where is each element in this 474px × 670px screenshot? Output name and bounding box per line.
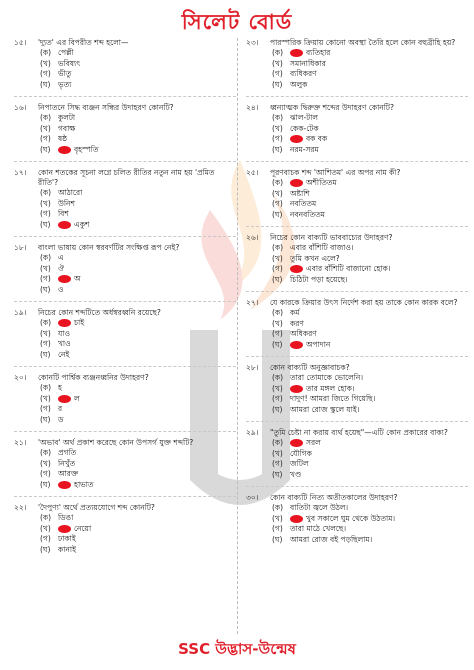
question-item: [14, 308, 236, 360]
option-text: ডিঙা: [58, 513, 74, 522]
option-label: (খ): [272, 58, 283, 68]
answer-option[interactable]: [14, 80, 236, 91]
option-label: (ক): [40, 188, 52, 197]
option-label: (ঘ): [40, 284, 51, 294]
question-number: ১৫।: [14, 38, 27, 47]
answer-option[interactable]: [246, 189, 468, 200]
question-separator: [14, 236, 236, 237]
answer-option[interactable]: [14, 513, 236, 524]
answer-option[interactable]: [14, 339, 236, 350]
answer-option[interactable]: [14, 383, 236, 394]
option-label: (খ): [272, 318, 283, 328]
question-header: [246, 363, 468, 373]
question-header: [14, 38, 236, 48]
question-number: ২৮।: [246, 363, 259, 372]
option-label: (গ): [272, 524, 283, 533]
answer-option[interactable]: [14, 69, 236, 80]
option-text: ঔ: [58, 263, 65, 273]
answer-option[interactable]: [246, 524, 468, 535]
answer-option[interactable]: [14, 48, 236, 59]
answer-option[interactable]: [246, 178, 468, 189]
answer-option[interactable]: [14, 318, 236, 329]
question-separator: [246, 96, 468, 97]
question-header: [14, 243, 236, 253]
option-label: (গ): [40, 134, 51, 143]
answer-option[interactable]: [246, 514, 468, 525]
option-text: অলুক: [290, 79, 308, 89]
option-label: (ক): [40, 113, 52, 122]
option-label: (গ): [272, 329, 283, 338]
answer-option[interactable]: [14, 59, 236, 70]
question-separator: [246, 161, 468, 162]
question-separator: [246, 486, 468, 487]
question-text: কোন শতকের সূচনা লগ্নে চলিত রীতির নতুন নাম হয় 'প্রমিত রীতি'?: [38, 168, 215, 187]
question-text: নিচের কোন বাক্যটি ভাববাচ্যের উদাহরণ?: [270, 233, 393, 242]
answer-option[interactable]: [246, 275, 468, 286]
answer-option[interactable]: [14, 253, 236, 264]
answer-bubble-icon: [58, 395, 71, 403]
option-label: (খ): [40, 328, 51, 338]
option-label: (ক): [40, 253, 52, 262]
option-label: (ক): [272, 178, 284, 187]
option-text: ব্যতিহার: [306, 48, 331, 57]
option-text: তার মঙ্গল হোক।: [306, 383, 355, 393]
option-text: খাও: [58, 339, 71, 348]
option-label: (খ): [272, 383, 283, 393]
answer-option[interactable]: [14, 264, 236, 275]
answer-bubble-icon: [58, 481, 71, 489]
option-text: কেক-টেক: [290, 123, 319, 133]
question-header: [14, 168, 236, 188]
question-text: কোনটি পার্শ্বিক ব্যঞ্জনধ্বনির উদাহরণ?: [38, 373, 149, 382]
option-text: বৃহস্পতি: [74, 144, 99, 154]
answer-bubble-icon: [58, 275, 71, 283]
option-label: (খ): [272, 253, 283, 263]
answer-option[interactable]: [246, 59, 468, 70]
option-label: (গ): [40, 469, 51, 478]
question-separator: [246, 421, 468, 422]
option-text: নবনবতিতম: [290, 209, 325, 219]
option-text: যৌগিক: [290, 448, 312, 458]
option-label: (গ): [272, 394, 283, 403]
question-header: [14, 308, 236, 318]
option-text: আমরা রোজ বই পড়ছিলাম।: [290, 534, 373, 544]
answer-option[interactable]: [246, 340, 468, 351]
option-text: এবার বাঁশিটি বাজাও।: [290, 243, 354, 252]
question-item: [246, 298, 468, 350]
option-text: আঠারো: [58, 188, 83, 197]
option-label: (খ): [272, 513, 283, 523]
question-number: ১৯।: [14, 308, 27, 317]
answer-option[interactable]: [246, 113, 468, 124]
question-header: [246, 103, 468, 113]
option-text: তারা মাঠে খেলছে।: [290, 524, 347, 533]
option-label: (খ): [272, 188, 283, 198]
answer-option[interactable]: [246, 134, 468, 145]
answer-option[interactable]: [14, 220, 236, 231]
answer-bubble-icon: [290, 439, 303, 447]
option-label: (খ): [40, 393, 51, 403]
option-text: সরল: [306, 438, 321, 447]
answer-option[interactable]: [14, 329, 236, 340]
option-text: চাই: [74, 318, 85, 327]
question-number: ২৬।: [246, 233, 259, 242]
answer-option[interactable]: [246, 329, 468, 340]
option-label: (ক): [40, 513, 52, 522]
option-text: এবার বাঁশিটি বাজানো হোক।: [306, 264, 391, 273]
answer-option[interactable]: [14, 459, 236, 470]
question-separator: [14, 496, 236, 497]
option-text: নেয়ো: [74, 523, 92, 533]
answer-option[interactable]: [246, 69, 468, 80]
option-label: (খ): [40, 198, 51, 208]
answer-option[interactable]: [246, 319, 468, 330]
question-number: ২৩।: [246, 38, 259, 47]
option-label: (গ): [272, 134, 283, 143]
answer-bubble-icon: [58, 319, 71, 327]
question-number: ১৮।: [14, 243, 27, 252]
option-label: (ক): [272, 438, 284, 447]
option-text: একুশ: [74, 219, 90, 229]
question-text: কোন বাক্যটি অনুজ্ঞাবাচক?: [270, 363, 350, 372]
answer-bubble-icon: [290, 385, 303, 393]
answer-option[interactable]: [14, 350, 236, 361]
option-label: (ঘ): [40, 79, 51, 89]
option-label: (গ): [40, 209, 51, 218]
option-text: বিশ: [58, 209, 69, 218]
option-label: (ক): [40, 383, 52, 392]
question-text: 'দ্যুত' এর বিপরীত শব্দ হলো—: [38, 38, 129, 47]
option-label: (ঘ): [272, 274, 283, 284]
option-label: (গ): [272, 199, 283, 208]
question-header: [14, 438, 236, 448]
question-number: ১৭।: [14, 168, 27, 177]
option-label: (খ): [40, 58, 51, 68]
option-label: (ক): [272, 308, 284, 317]
option-label: (খ): [272, 123, 283, 133]
question-number: ২৪।: [246, 103, 259, 112]
question-item: [246, 493, 468, 545]
option-label: (ঘ): [272, 534, 283, 544]
option-text: ভবিষ্যৎ: [58, 58, 81, 68]
question-item: [246, 38, 468, 90]
question-separator: [14, 96, 236, 97]
option-text: অপাদান: [306, 339, 331, 349]
question-item: [14, 168, 236, 230]
question-text: কোন বাক্যটি নিত্য অতীতকালের উদাহরণ?: [270, 493, 398, 502]
option-text: বাতিটা জ্বলে উঠল।: [290, 503, 349, 512]
answer-option[interactable]: [14, 274, 236, 285]
option-text: ব্যধিকরণ: [290, 69, 317, 78]
option-label: (ঘ): [40, 544, 51, 554]
option-text: বক বক: [306, 134, 328, 143]
answer-option[interactable]: [14, 145, 236, 156]
option-label: (ঘ): [40, 219, 51, 229]
answer-option[interactable]: [14, 415, 236, 426]
answer-option[interactable]: [14, 404, 236, 415]
option-label: (ক): [272, 503, 284, 512]
option-label: (গ): [272, 264, 283, 273]
option-text: দাদুণ! আমরা জিতে গিয়েছি।: [290, 394, 376, 403]
answer-option[interactable]: [14, 480, 236, 491]
question-text: 'দৈপুণ্য' অর্থে প্রত্যয়যোগে শব্দ কোনটি?: [38, 503, 155, 512]
question-text: নিপাতনে সিদ্ধ ব্যঞ্জন সন্ধির উদাহরণ কোনটি?: [38, 103, 174, 112]
option-text: কর্ম: [290, 308, 300, 317]
question-text: 'অভাব' অর্থ প্রকাশ করেছে কোন উপসর্গ যুক্ত শব্দটি?: [38, 438, 194, 447]
option-text: উনিশ: [58, 198, 75, 208]
option-text: আরক্ত: [58, 469, 79, 478]
option-label: (ঘ): [272, 209, 283, 219]
question-text: যে কারকে ক্রিয়ার উৎস নির্দেশ করা হয় তাকে কোন কারক বলে?: [270, 298, 458, 307]
right-column: [246, 38, 468, 551]
option-text: জটিল: [290, 459, 309, 468]
question-number: ২১।: [14, 438, 27, 447]
option-label: (গ): [40, 534, 51, 543]
answer-option[interactable]: [246, 438, 468, 449]
question-number: ২৫।: [246, 168, 259, 177]
question-text: নিচের কোন শব্দটিতে অর্ধস্বরধ্বনি রয়েছে?: [38, 308, 161, 317]
option-text: নেই: [58, 349, 70, 359]
question-text: পারস্পরিক ক্রিয়ায় কোনো অবস্থা তৈরি হলে কোন বহুব্রীহি হয়?: [270, 38, 456, 47]
question-separator: [14, 431, 236, 432]
answer-bubble-icon: [290, 49, 303, 57]
question-separator: [246, 226, 468, 227]
option-text: খুব সকালে ঘুম থেকে উঠতাম।: [306, 513, 396, 523]
option-text: গবাক্ষ: [58, 123, 76, 133]
option-text: তুমি কখন এলে?: [290, 253, 340, 263]
option-label: (ঘ): [272, 404, 283, 414]
option-label: (খ): [40, 523, 51, 533]
answer-bubble-icon: [290, 341, 303, 349]
option-text: নরম-সরম: [290, 144, 319, 154]
option-label: (ঘ): [40, 479, 51, 489]
answer-option[interactable]: [246, 535, 468, 546]
question-item: [246, 233, 468, 285]
answer-option[interactable]: [246, 243, 468, 254]
question-item: [14, 103, 236, 155]
answer-option[interactable]: [246, 459, 468, 470]
option-text: ঝাল-টাল: [290, 113, 318, 122]
answer-bubble-icon: [58, 525, 71, 533]
option-label: (ক): [40, 48, 52, 57]
answer-bubble-icon: [290, 135, 303, 143]
option-label: (ঘ): [40, 349, 51, 359]
answer-option[interactable]: [246, 405, 468, 416]
question-item: [246, 428, 468, 480]
question-item: [246, 168, 468, 220]
answer-option[interactable]: [246, 373, 468, 384]
option-text: এ: [58, 253, 64, 262]
option-text: যাও: [58, 328, 71, 338]
option-label: (ঘ): [40, 144, 51, 154]
option-text: হাভাত: [74, 479, 94, 489]
question-item: [14, 438, 236, 490]
question-header: [246, 493, 468, 503]
question-item: [246, 103, 468, 155]
option-text: ল: [74, 393, 80, 403]
option-label: (গ): [40, 404, 51, 413]
answer-option[interactable]: [246, 449, 468, 460]
question-text: ধ্বন্যাত্মক দ্বিরুক্ত শব্দের উদাহরণ কোনটি?: [270, 103, 394, 112]
option-label: (খ): [40, 263, 51, 273]
option-text: অষ্টাশি: [290, 188, 310, 198]
option-label: (ক): [272, 243, 284, 252]
question-number: ৩০।: [246, 493, 259, 502]
question-header: [246, 168, 468, 178]
answer-option[interactable]: [246, 384, 468, 395]
option-text: প্রগতি: [58, 448, 77, 457]
option-text: চিঠিটা পড়া হয়েছে।: [290, 274, 348, 284]
option-label: (গ): [40, 339, 51, 348]
question-text: "তুমি চেষ্টা না করায় ব্যর্থ হয়েছ"—এটি কোন প্রকারের বাক্য?: [270, 428, 448, 437]
answer-option[interactable]: [246, 199, 468, 210]
option-text: করণ: [290, 318, 304, 328]
option-label: (ঘ): [40, 414, 51, 424]
question-separator: [14, 301, 236, 302]
option-label: (ঘ): [272, 79, 283, 89]
answer-option[interactable]: [246, 124, 468, 135]
question-header: [246, 298, 468, 308]
left-column: [14, 38, 236, 561]
option-text: ড: [58, 414, 64, 424]
option-label: (ঘ): [272, 339, 283, 349]
option-label: (ঘ): [272, 144, 283, 154]
question-header: [246, 428, 468, 438]
page-title: সিলেট বোর্ড: [181, 10, 293, 34]
question-item: [14, 503, 236, 555]
option-text: আমরা রোজ স্কুলে যাই।: [290, 404, 360, 414]
option-label: (গ): [272, 69, 283, 78]
answer-option[interactable]: [246, 308, 468, 319]
option-text: তারা তোমাকে ভোলেনি।: [290, 373, 364, 382]
answer-option[interactable]: [246, 470, 468, 481]
option-text: হ: [58, 383, 62, 392]
answer-bubble-icon: [58, 146, 71, 154]
answer-option[interactable]: [246, 210, 468, 221]
answer-option[interactable]: [246, 394, 468, 405]
option-text: কুলটা: [58, 113, 76, 122]
answer-option[interactable]: [14, 524, 236, 535]
option-label: (ক): [272, 113, 284, 122]
answer-bubble-icon: [290, 265, 303, 273]
answer-option[interactable]: [14, 209, 236, 220]
option-text: ভৃত্য: [58, 79, 72, 89]
option-label: (গ): [40, 69, 51, 78]
option-text: ও: [58, 284, 64, 294]
option-text: ভীতু: [58, 69, 72, 78]
option-label: (ক): [272, 48, 284, 57]
question-item: [14, 243, 236, 295]
answer-option[interactable]: [246, 254, 468, 265]
question-header: [246, 38, 468, 48]
question-number: ২৭।: [246, 298, 259, 307]
option-text: খণ্ড: [290, 469, 302, 479]
answer-option[interactable]: [246, 503, 468, 514]
option-label: (খ): [40, 123, 51, 133]
option-text: অধিকরণ: [290, 329, 317, 338]
question-item: [246, 363, 468, 415]
answer-option[interactable]: [14, 188, 236, 199]
option-label: (ক): [272, 373, 284, 382]
question-separator: [14, 161, 236, 162]
answer-option[interactable]: [14, 448, 236, 459]
answer-option[interactable]: [246, 80, 468, 91]
question-separator: [246, 291, 468, 292]
question-number: ২০।: [14, 373, 27, 382]
answer-option[interactable]: [14, 469, 236, 480]
question-separator: [246, 356, 468, 357]
answer-option[interactable]: [14, 113, 236, 124]
question-item: [14, 373, 236, 425]
question-text: বাংলা ভাষায় কোন স্বরবর্ণটির সংক্ষিপ্ত রূপ নেই?: [38, 243, 180, 252]
answer-bubble-icon: [290, 179, 303, 187]
footer-brand: SSC উদ্ভাস-উন্মেষ: [178, 640, 296, 658]
option-text: অ: [74, 274, 81, 283]
option-label: (ক): [40, 318, 52, 327]
answer-option[interactable]: [14, 285, 236, 296]
answer-option[interactable]: [246, 48, 468, 59]
question-separator: [14, 366, 236, 367]
option-label: (ক): [40, 448, 52, 457]
answer-option[interactable]: [14, 134, 236, 145]
answer-option[interactable]: [14, 199, 236, 210]
option-label: (গ): [272, 459, 283, 468]
option-text: সমানাধিকার: [290, 58, 326, 68]
option-label: (খ): [272, 448, 283, 458]
option-text: কানাই: [58, 544, 76, 554]
option-text: ষষ্ঠ: [58, 134, 68, 143]
question-item: [14, 38, 236, 90]
answer-option[interactable]: [14, 534, 236, 545]
option-text: পেল্লী: [58, 48, 74, 57]
question-number: ২৯।: [246, 428, 259, 437]
option-label: (খ): [40, 458, 51, 468]
option-label: (গ): [40, 274, 51, 283]
answer-option[interactable]: [14, 394, 236, 405]
question-header: [246, 233, 468, 243]
question-header: [14, 373, 236, 383]
question-text: পূরণবাচক শব্দ 'আশিতম' এর অপর নাম কী?: [270, 168, 401, 177]
answer-bubble-icon: [58, 221, 71, 229]
question-number: ১৬।: [14, 103, 27, 112]
question-header: [14, 503, 236, 513]
question-number: ২২।: [14, 503, 27, 512]
answer-bubble-icon: [290, 515, 303, 523]
option-text: র: [58, 404, 63, 413]
question-header: [14, 103, 236, 113]
option-text: নিখুঁত: [58, 458, 76, 468]
option-text: অশীতিতম: [306, 178, 337, 187]
answer-option[interactable]: [14, 124, 236, 135]
column-divider: [237, 38, 238, 634]
option-label: (ঘ): [272, 469, 283, 479]
answer-option[interactable]: [246, 145, 468, 156]
option-text: নবতিতম: [290, 199, 317, 208]
answer-option[interactable]: [246, 264, 468, 275]
answer-option[interactable]: [14, 545, 236, 556]
option-text: ঢাকাই: [58, 534, 76, 543]
